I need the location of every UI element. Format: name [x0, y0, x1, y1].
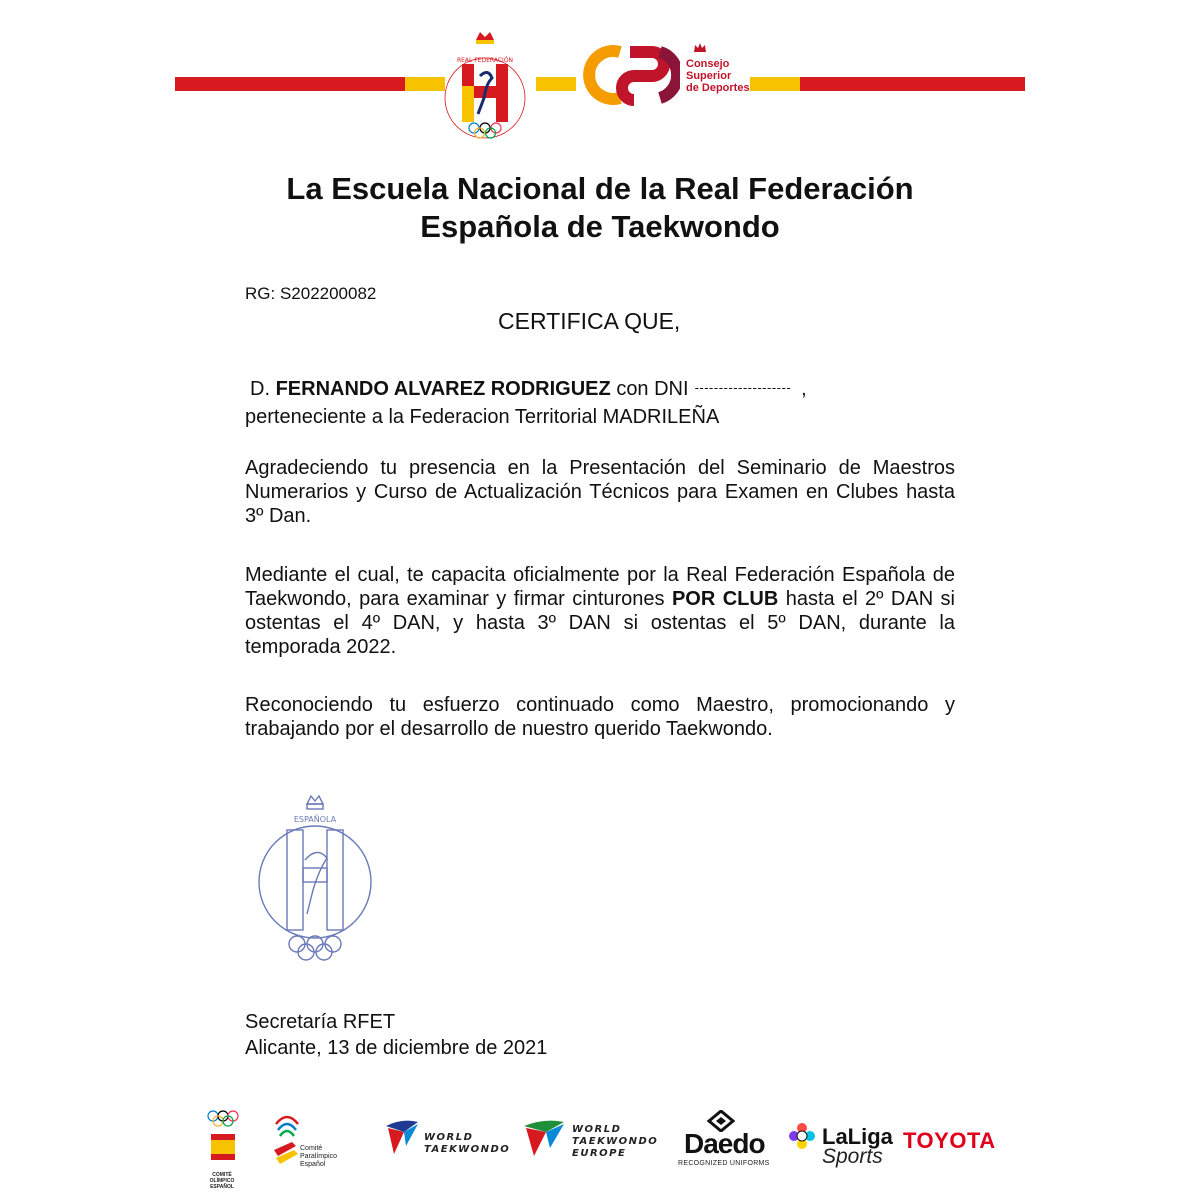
csd-logo-text	[686, 58, 750, 94]
certifica-heading: CERTIFICA QUE,	[498, 308, 681, 334]
wte-line-3: EUROPE	[572, 1148, 627, 1159]
dni-suffix: ,	[801, 378, 807, 400]
wt-line-1: WORLD	[424, 1132, 474, 1143]
svg-text:REAL FEDERACIÓN: REAL FEDERACIÓN	[456, 57, 514, 64]
cpe-line-1: Comité	[300, 1145, 323, 1152]
person-name: FERNANDO ALVAREZ RODRIGUEZ	[275, 378, 611, 400]
wt-line-2: TAEKWONDO	[424, 1144, 511, 1155]
laliga-icon	[786, 1120, 818, 1152]
signature-office: Secretaría RFET	[245, 1011, 396, 1033]
header-band-yellow-mid	[536, 77, 576, 91]
header-band-red-left	[175, 77, 405, 91]
crown-icon	[693, 42, 707, 54]
csd-line-2: Superior	[686, 70, 732, 82]
person-line	[250, 376, 807, 401]
rfet-stamp-icon	[255, 790, 375, 970]
csd-line-3: de Deportes	[686, 82, 750, 94]
paragraph-authorization-part2: hasta el 2º DAN si ostentas el 4º DAN, y hasta 3º DAN si ostentas el 5º DAN, durante la temporada 2022.	[245, 588, 956, 658]
registration-number: RG: S202200082	[245, 284, 377, 303]
cpe-logo-icon	[272, 1110, 302, 1166]
title-line-1: La Escuela Nacional de la Real Federación	[286, 171, 914, 206]
laliga-sports: Sports	[822, 1145, 883, 1168]
wte-line-2: TAEKWONDO	[572, 1136, 659, 1147]
document-title	[180, 170, 1020, 246]
wt-europe-text	[572, 1124, 658, 1160]
paragraph-gratitude: Agradeciendo tu presencia en la Presentación del Seminario de Maestros Numerarios y Curso de Actualización Técnicos para Examen en Clubes hasta 3º Dan.	[245, 457, 955, 527]
svg-text:ESPAÑOLA: ESPAÑOLA	[293, 815, 337, 824]
header-band-yellow-right	[750, 77, 800, 91]
header-band-yellow-left	[405, 77, 445, 91]
dni-label: con DNI	[616, 378, 689, 400]
paragraph-authorization	[245, 563, 955, 659]
daedo-name: Daedo	[684, 1128, 765, 1159]
coe-logo-icon	[206, 1108, 240, 1170]
world-taekwondo-text	[424, 1132, 510, 1156]
world-taekwondo-icon	[384, 1116, 420, 1156]
laliga-name: LaLiga	[822, 1124, 893, 1149]
cpe-text	[300, 1145, 337, 1169]
wte-line-1: WORLD	[572, 1124, 622, 1135]
daedo-sub: RECOGNIZED UNIFORMS	[678, 1160, 770, 1167]
paragraph-authorization-bold: POR CLUB	[671, 588, 779, 610]
wt-europe-icon	[522, 1116, 566, 1158]
cpe-line-2: Paralímpico	[300, 1153, 337, 1160]
dni-value: --------------------	[694, 380, 792, 395]
federation-line: perteneciente a la Federacion Territorial MADRILEÑA	[245, 406, 720, 428]
person-prefix: D.	[250, 378, 270, 400]
paragraph-authorization-part1: Mediante el cual, te capacita oficialmente por la Real Federación Española de Taekwondo, para examinar y firmar cinturones	[245, 564, 955, 610]
paragraph-recognition: Reconociendo tu esfuerzo continuado como Maestro, promocionando y trabajando por el desarrollo de nuestro querido Taekwondo.	[245, 694, 955, 740]
header-band-red-right	[800, 77, 1025, 91]
title-line-2: Española de Taekwondo	[420, 209, 780, 244]
csd-line-1: Consejo	[686, 58, 730, 70]
cpe-line-3: Español	[300, 1161, 326, 1168]
signature-place-date: Alicante, 13 de diciembre de 2021	[245, 1037, 548, 1059]
coe-text: COMITÉ OLÍMPICO ESPAÑOL	[209, 1172, 235, 1190]
csd-logo-icon	[580, 42, 680, 108]
rfet-crest-icon	[440, 28, 530, 156]
toyota-logo: TOYOTA	[903, 1128, 996, 1153]
